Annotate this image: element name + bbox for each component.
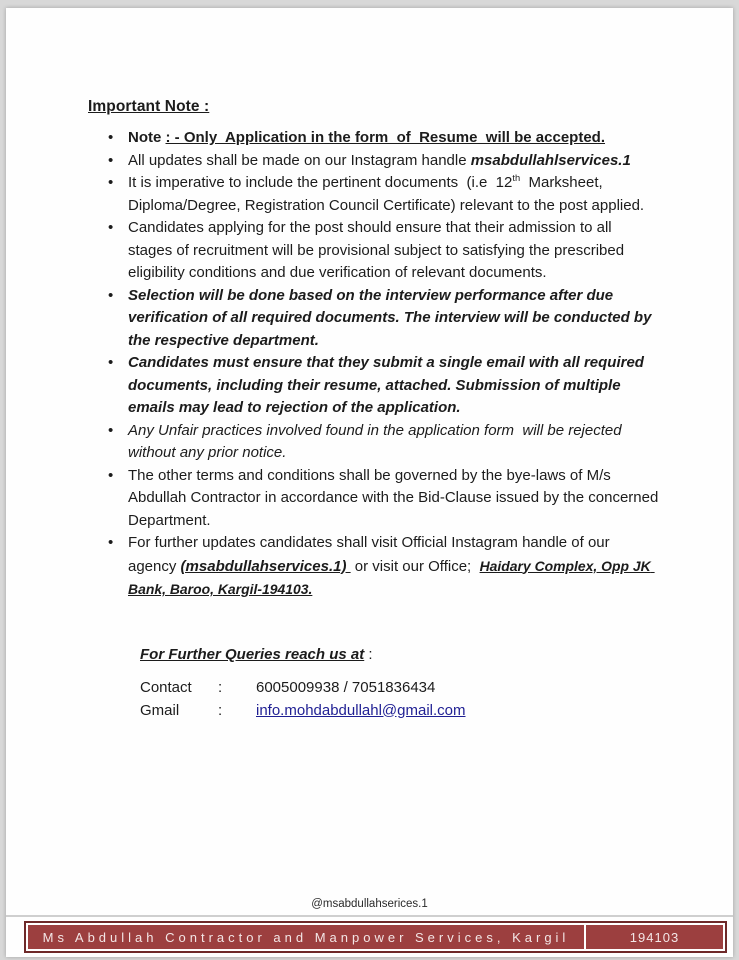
contact-row-email	[140, 699, 659, 722]
page-title: Important Note :	[88, 98, 210, 115]
list-item	[108, 532, 659, 602]
text-segment: All updates shall be made on our Instagram handle	[128, 151, 471, 169]
notes-list	[88, 127, 663, 602]
list-item	[108, 465, 663, 533]
page-footer	[6, 898, 733, 957]
text-segment: Haidary Complex, Opp JK Bank, Baroo, Kargil-194103.	[128, 557, 655, 597]
pincode: 194103	[629, 929, 680, 945]
text-segment: It is imperative to include the pertinent documents (i.e 12	[128, 174, 513, 191]
document-body	[6, 8, 733, 722]
text-segment: Any Unfair practices involved found in the application form will be rejected without any prior notice.	[128, 421, 626, 461]
gmail-label: Gmail	[140, 701, 180, 719]
contact-separator: :	[218, 678, 223, 696]
phone-numbers: 6005009938 / 7051836434	[256, 678, 436, 696]
text-segment: Selection will be done based on the interview performance after due verification of all required documents. The interview will be conducted by the respective department.	[128, 286, 656, 349]
contact-label: Contact	[140, 678, 192, 696]
queries-label: For Further Queries reach us at	[140, 645, 365, 663]
footer-divider	[6, 915, 733, 917]
gmail-separator: :	[218, 701, 223, 719]
text-segment: msabdullahlservices.1	[470, 151, 631, 169]
text-segment: Candidates must ensure that they submit a single email with all required documents, including their resume, attached. Submission of multiple emails may lead to rejection of the application.	[128, 354, 649, 416]
list-item	[108, 217, 659, 285]
list-item	[108, 285, 659, 353]
email-link[interactable]: info.mohdabdullahl@gmail.com	[256, 701, 466, 719]
text-segment: The other terms and conditions shall be governed by the bye-laws of M/s Abdullah Contractor in accordance with the Bid-Clause issued by the concerned Department.	[128, 466, 663, 529]
contact-row-phone	[140, 676, 659, 699]
text-segment: (msabdullahservices.1)	[180, 557, 351, 575]
text-segment: Candidates applying for the post should ensure that their admission to all stages of recruitment will be provisional subject to satisfying the prescribed eligibility conditions and due verification of relevant documents.	[128, 219, 629, 281]
document-page	[6, 8, 733, 957]
list-item	[108, 127, 659, 150]
list-item	[108, 172, 659, 217]
contact-section	[140, 676, 659, 722]
banner-inner	[28, 925, 723, 949]
text-segment: Marksheet, Diploma/Degree, Registration Council Certificate) relevant to the post applied.	[128, 174, 645, 214]
list-item	[108, 352, 659, 420]
list-item	[108, 420, 659, 465]
text-segment: For further updates candidates shall visit Official Instagram handle of our agency	[128, 534, 614, 575]
footer-banner	[24, 921, 727, 953]
text-segment: or visit our Office;	[350, 557, 480, 575]
list-item	[108, 150, 659, 173]
text-segment: : - Only Application in the form of Resume will be accepted.	[165, 129, 606, 146]
text-segment: th	[512, 173, 521, 183]
text-segment: Note	[128, 129, 166, 146]
queries-heading	[140, 646, 659, 663]
queries-colon: :	[364, 645, 373, 663]
company-name: Ms Abdullah Contractor and Manpower Services, Kargil	[42, 929, 570, 945]
instagram-handle: @msabdullahserices.1	[311, 898, 428, 910]
